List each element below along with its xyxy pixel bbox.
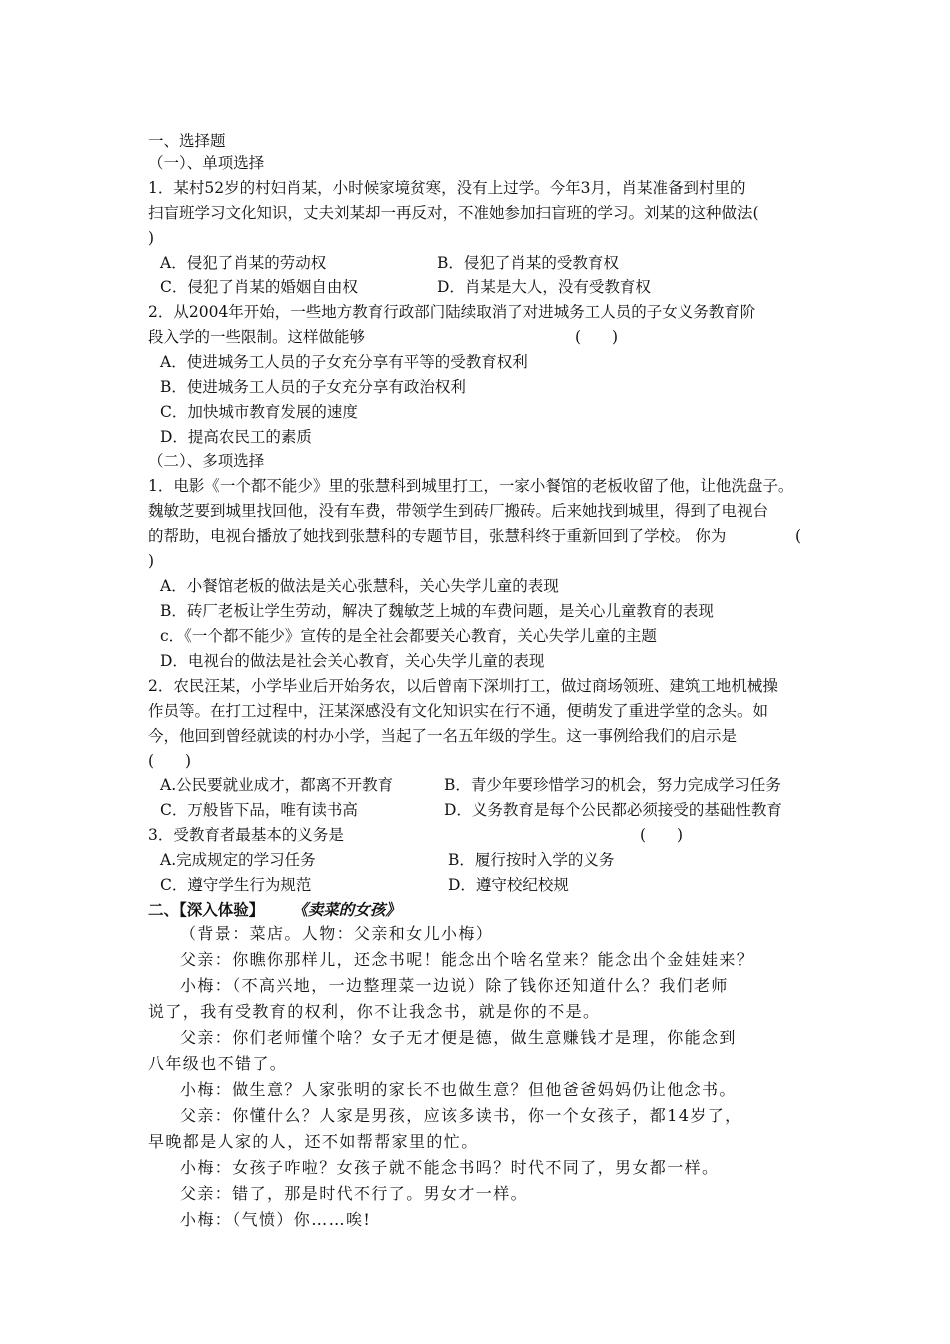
dialog-line: 父亲：你懂什么？人家是男孩，应该多读书，你一个女孩子，都14岁了， [180, 1106, 743, 1125]
option-d: D．遵守校纪校规 [448, 876, 569, 894]
subsection-heading-multi: （二）、多项选择 [148, 452, 265, 470]
dialog-line: 早晚都是人家的人，还不如帮帮家里的忙。 [148, 1132, 479, 1151]
dialog-line: 父亲：你瞧你那样儿，还念书呢！能念出个啥名堂来？能念出个金娃娃来？ [180, 950, 755, 969]
question-text: 1．某村52岁的村妇肖某，小时候家境贫寒，没有上过学。今年3月，肖某准备到村里的 [148, 179, 746, 197]
question-paren: ) [148, 229, 155, 247]
option-a: A．使进城务工人员的子女充分享有平等的受教育权利 [160, 353, 528, 371]
question-text: 段入学的一些限制。这样做能够 [148, 328, 366, 346]
dialog-line: 小梅：女孩子咋啦？女孩子就不能念书吗？时代不同了，男女都一样。 [180, 1158, 720, 1177]
section2-heading [148, 900, 401, 920]
option-d: D．提高农民工的素质 [160, 428, 312, 446]
question-text: 的帮助，电视台播放了她找到张慧科的专题节目，张慧科终于重新回到了学校。 你为 [148, 527, 727, 545]
question-text: 今，他回到曾经就读的村办小学，当起了一名五年级的学生。这一事例给我们的启示是 [148, 727, 738, 745]
dialog-line: （背景：菜店。人物：父亲和女儿小梅） [180, 924, 494, 943]
question-text: 1．电影《一个都不能少》里的张慧科到城里打工，一家小餐馆的老板收留了他，让他洗盘子。 [148, 477, 794, 495]
dialog-line: 小梅：做生意？人家张明的家长不也做生意？但他爸爸妈妈仍让他念书。 [180, 1080, 737, 1099]
question-paren: ) [148, 552, 155, 570]
option-b: B．青少年要珍惜学习的机会，努力完成学习任务 [444, 776, 781, 794]
section-heading: 一、选择题 [148, 132, 226, 150]
dialog-line: 父亲：你们老师懂个啥？女子无才便是德，做生意赚钱才是理，你能念到 [180, 1028, 737, 1047]
option-d: D．肖某是大人，没有受教育权 [437, 278, 651, 296]
option-a: A．小餐馆老板的做法是关心张慧科，关心失学儿童的表现 [160, 577, 559, 595]
option-b: B．使进城务工人员的子女充分享有政治权利 [160, 378, 466, 396]
question-paren: ( [795, 527, 802, 545]
option-b: B．履行按时入学的义务 [448, 851, 615, 869]
dialog-line: 小梅：（气愤）你……唉! [180, 1210, 372, 1229]
option-a: A．侵犯了肖某的劳动权 [160, 254, 327, 272]
section2-play-title: 《卖菜的女孩》 [292, 900, 401, 919]
section2-bracket-title: 【深入体验】 [179, 900, 265, 919]
dialog-line: 父亲：错了，那是时代不行了。男女才一样。 [180, 1184, 529, 1203]
option-d: D．电视台的做法是社会关心教育，关心失学儿童的表现 [160, 652, 545, 670]
question-text: 扫盲班学习文化知识，丈夫刘某却一再反对，不准她参加扫盲班的学习。刘某的这种做法( [148, 204, 759, 222]
option-b: B．砖厂老板让学生劳动，解决了魏敏芝上城的车费问题，是关心儿童教育的表现 [160, 602, 714, 620]
question-paren: ( ) [575, 328, 619, 346]
question-text: 作员等。在打工过程中，汪某深感没有文化知识实在行不通，便萌发了重进学堂的念头。如 [148, 702, 769, 720]
option-d: D．义务教育是每个公民都必须接受的基础性教育 [444, 801, 782, 819]
question-text: 3．受教育者最基本的义务是 [148, 826, 344, 844]
option-b: B．侵犯了肖某的受教育权 [437, 254, 619, 272]
section2-number: 二、 [148, 900, 180, 919]
option-c: C．侵犯了肖某的婚姻自由权 [160, 278, 358, 296]
dialog-line: 小梅：（不高兴地，一边整理菜一边说）除了钱你还知道什么？我们老师 [180, 976, 729, 995]
dialog-line: 说了，我有受教育的权利，你不让我念书，就是你的不是。 [148, 1002, 601, 1021]
question-paren: ( ) [148, 752, 192, 770]
option-c: C．万般皆下品，唯有读书高 [160, 801, 358, 819]
option-c: c．《一个都不能少》宣传的是全社会都要关心教育，关心失学儿童的主题 [160, 627, 657, 645]
option-c: C．遵守学生行为规范 [160, 876, 312, 894]
question-text: 魏敏芝要到城里找回他，没有车费，带领学生到砖厂搬砖。后来她找到城里，得到了电视台 [148, 502, 769, 520]
dialog-line: 八年级也不错了。 [148, 1054, 288, 1073]
option-a: A.公民要就业成才，都离不开教育 [160, 776, 394, 794]
question-text: 2．从2004年开始，一些地方教育行政部门陆续取消了对进城务工人员的子女义务教育阶 [148, 303, 756, 321]
subsection-heading-single: （一）、单项选择 [148, 154, 265, 172]
question-text: 2．农民汪某，小学毕业后开始务农，以后曾南下深圳打工，做过商场领班、建筑工地机械操 [148, 677, 778, 695]
option-c: C．加快城市教育发展的速度 [160, 403, 358, 421]
question-paren: ( ) [640, 826, 684, 844]
option-a: A.完成规定的学习任务 [160, 851, 316, 869]
